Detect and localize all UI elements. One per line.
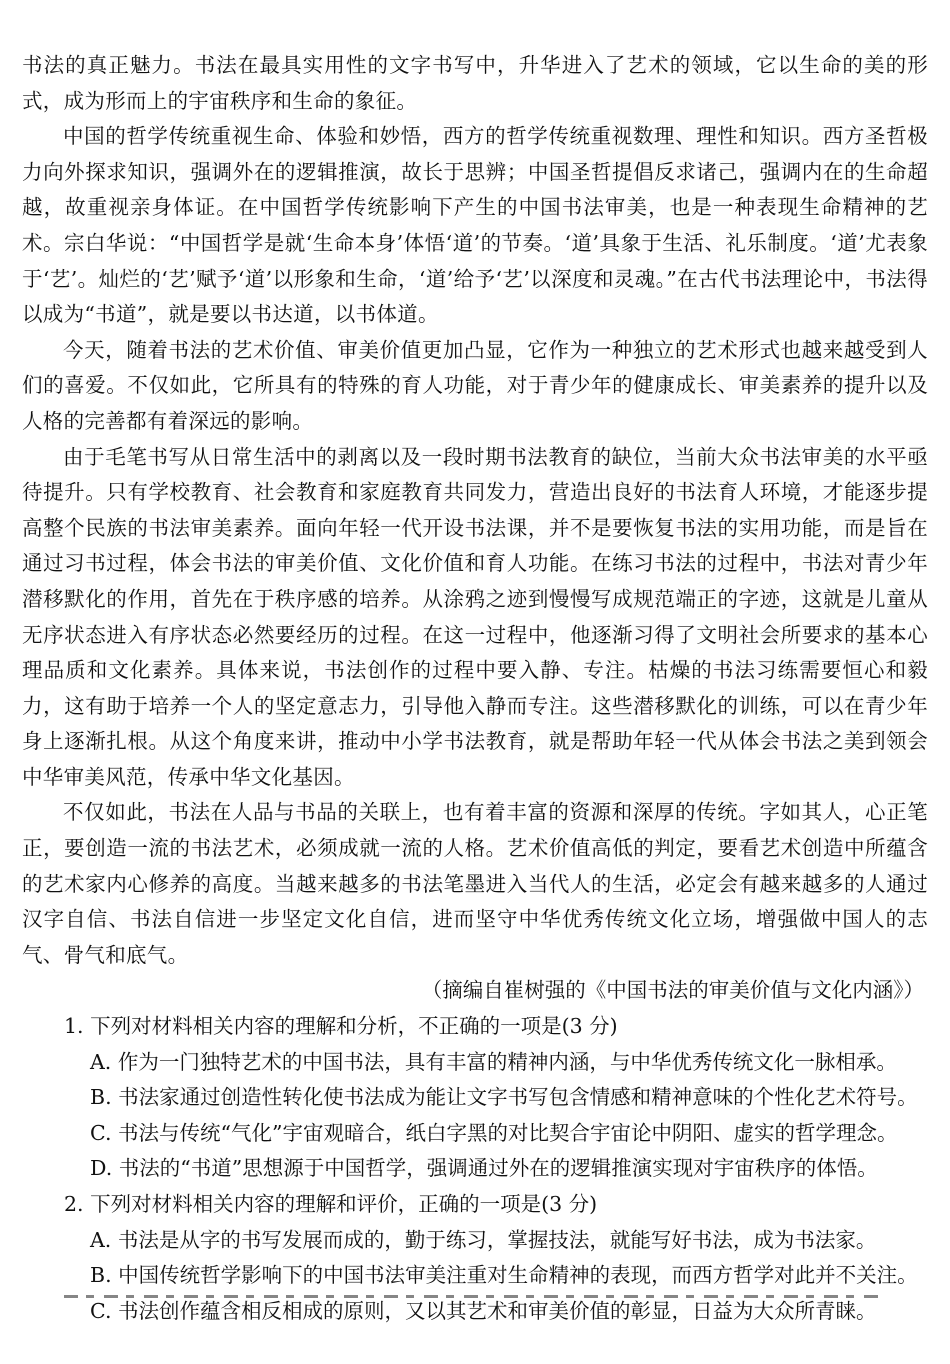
passage-paragraph: 今天，随着书法的艺术价值、审美价值更加凸显，它作为一种独立的艺术形式也越来越受到人们的喜爱。不仅如此，它所具有的特殊的育人功能，对于青少年的健康成长、审美素养的提升以及人格的完善都有着深远的影响。 bbox=[22, 337, 928, 433]
question-option: A. 书法是从字的书写发展而成的，勤于练习，掌握技法，就能写好书法，成为书法家。 bbox=[90, 1227, 877, 1252]
question-1 bbox=[22, 1009, 928, 1187]
question-stem: 1. 下列对材料相关内容的理解和分析，不正确的一项是(3 分) bbox=[64, 1014, 618, 1039]
question-option: D. 书法的“书道”思想源于中国哲学，强调通过外在的逻辑推演实现对宇宙秩序的体悟。 bbox=[90, 1156, 878, 1181]
question-option: A. 作为一门独特艺术的中国书法，具有丰富的精神内涵，与中华优秀传统文化一脉相承。 bbox=[90, 1049, 897, 1074]
question-option: B. 中国传统哲学影响下的中国书法审美注重对生命精神的表现，而西方哲学对此并不关注。 bbox=[90, 1263, 918, 1288]
question-option: B. 书法家通过创造性转化使书法成为能让文字书写包含情感和精神意味的个性化艺术符号。 bbox=[90, 1085, 918, 1110]
passage-paragraph: 书法的真正魅力。书法在最具实用性的文字书写中，升华进入了艺术的领域，它以生命的美的形式，成为形而上的宇宙秩序和生命的象征。 bbox=[22, 53, 928, 113]
passage-paragraph: 不仅如此，书法在人品与书品的关联上，也有着丰富的资源和深厚的传统。字如其人，心正笔正，要创造一流的书法艺术，必须成就一流的人格。艺术价值高低的判定，要看艺术创造中所蕴含的艺术家内心修养的高度。当越来越多的书法笔墨进入当代人的生活，必定会有越来越多的人通过汉字自信、书法自信进一步坚定文化自信，进而坚守中华优秀传统文化立场，增强做中国人的志气、骨气和底气。 bbox=[22, 800, 928, 967]
passage-paragraph: 中国的哲学传统重视生命、体验和妙悟，西方的哲学传统重视数理、理性和知识。西方圣哲极力向外探求知识，强调外在的逻辑推演，故长于思辨；中国圣哲提倡反求诸己，强调内在的生命超越，故重视亲身体证。在中国哲学传统影响下产生的中国书法审美，也是一种表现生命精神的艺术。宗白华说：“中国哲学是就‘生命本身’体悟‘道’的节奏。‘道’具象于生活、礼乐制度。‘道’尤表象于‘艺’。灿烂的‘艺’赋予‘道’以形象和生命，‘道’给予‘艺’以深度和灵魂。”在古代书法理论中，书法得以成为“书道”，就是要以书达道，以书体道。 bbox=[22, 124, 928, 327]
passage-paragraph: 由于毛笔书写从日常生活中的剥离以及一段时期书法教育的缺位，当前大众书法审美的水平亟待提升。只有学校教育、社会教育和家庭教育共同发力，营造出良好的书法育人环境，才能逐步提高整个民族的书法审美素养。面向年轻一代开设书法课，并不是要恢复书法的实用功能，而是旨在通过习书过程，体会书法的审美价值、文化价值和育人功能。在练习书法的过程中，书法对青少年潜移默化的作用，首先在于秩序感的培养。从涂鸦之迹到慢慢写成规范端正的字迹，这就是儿童从无序状态进入有序状态必然要经历的过程。在这一过程中，他逐渐习得了文明社会所要求的基本心理品质和文化素养。具体来说，书法创作的过程中要入静、专注。枯燥的书法习练需要恒心和毅力，这有助于培养一个人的坚定意志力，引导他入静而专注。这些潜移默化的训练，可以在青少年身上逐渐扎根。从这个角度来讲，推动中小学书法教育，就是帮助年轻一代从体会书法之美到领会中华审美风范，传承中华文化基因。 bbox=[22, 444, 928, 789]
cut-off-text-line bbox=[64, 1290, 884, 1300]
question-2 bbox=[22, 1187, 928, 1329]
question-option: C. 书法与传统“气化”宇宙观暗合，纸白字黑的对比契合宇宙论中阴阳、虚实的哲学理念。 bbox=[90, 1120, 898, 1145]
question-option: C. 书法创作蕴含相反相成的原则，又以其艺术和审美价值的彰显，日益为大众所青睐。 bbox=[90, 1298, 877, 1323]
question-stem: 2. 下列对材料相关内容的理解和评价，正确的一项是(3 分) bbox=[64, 1192, 598, 1216]
reading-passage bbox=[22, 48, 928, 1329]
source-citation: （摘编自崔树强的《中国书法的审美价值与文化内涵》） bbox=[421, 978, 924, 1003]
